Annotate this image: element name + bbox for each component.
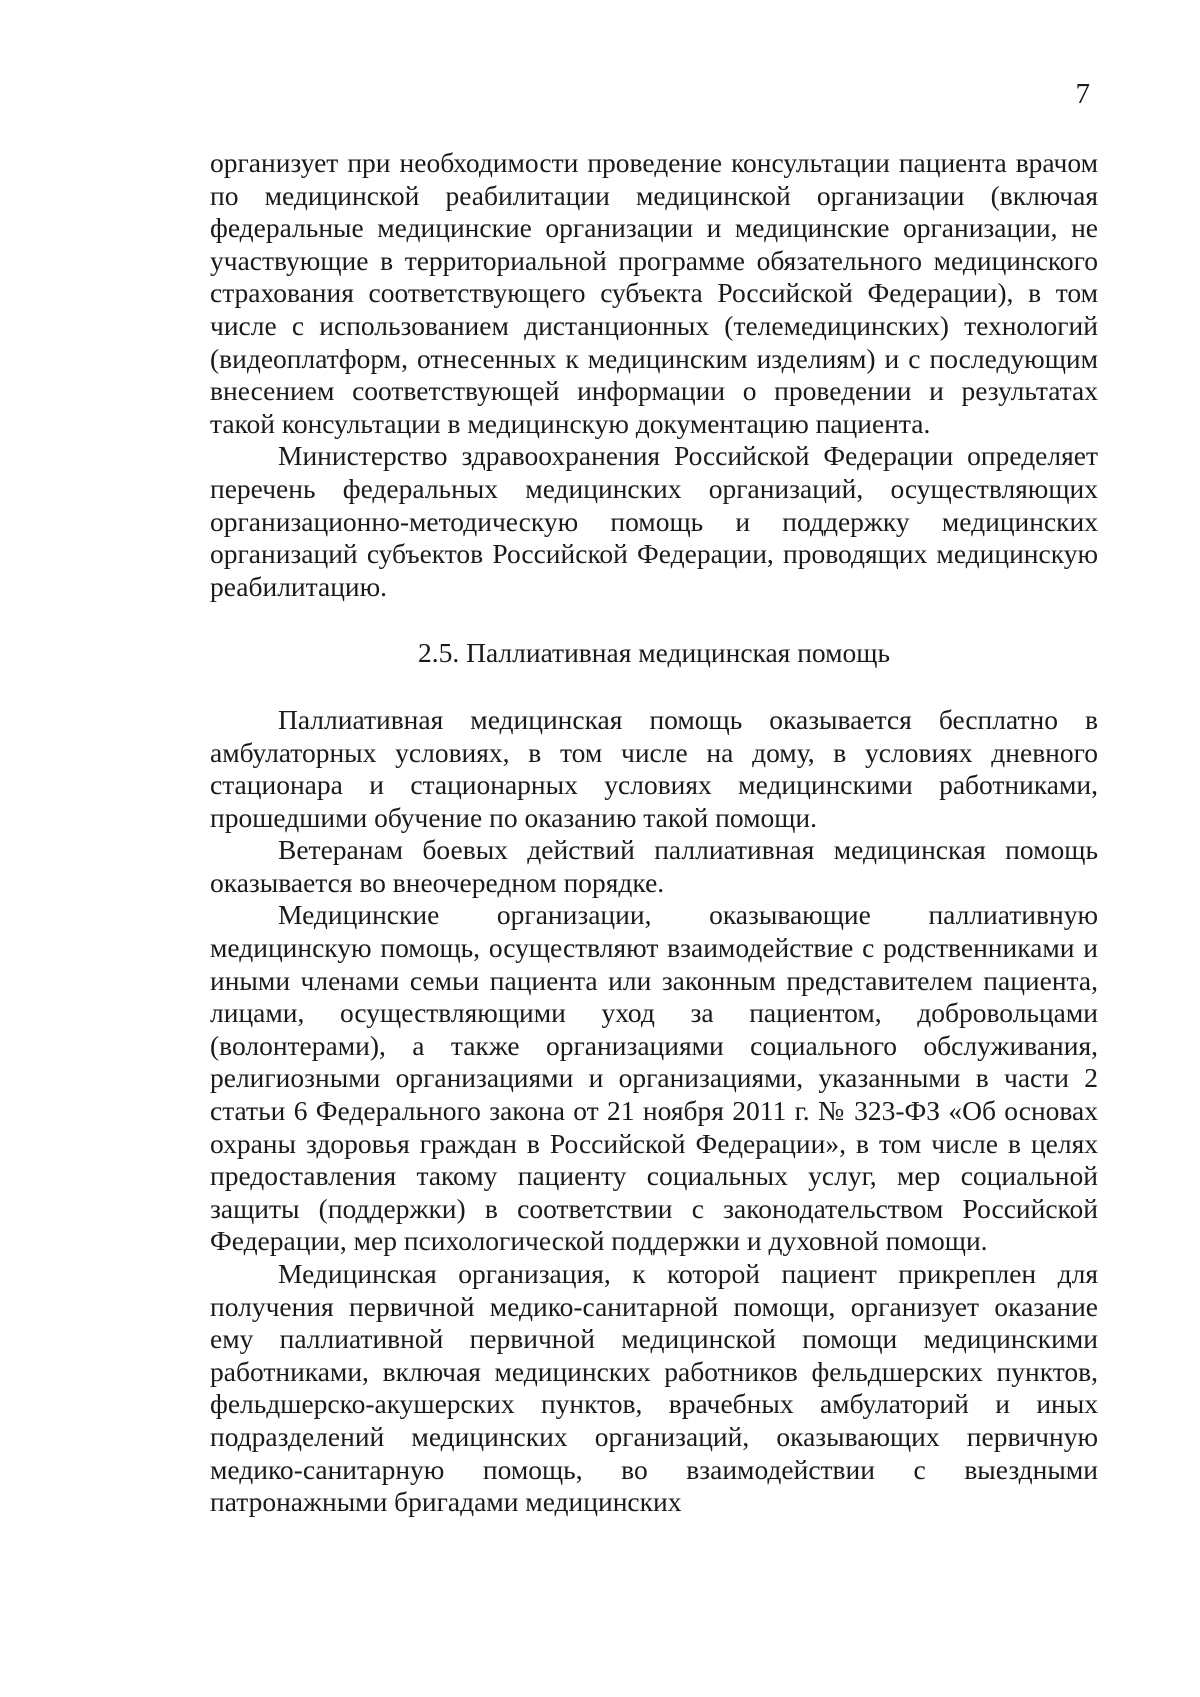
paragraph-palliative-free: Паллиативная медицинская помощь оказывается бесплатно в амбулаторных условиях, в том числе на дому, в условиях дневного стационара и стационарных условиях медицинскими работниками, прошедшими обучение по оказанию такой помощи.: [210, 703, 1098, 833]
section-heading: 2.5. Паллиативная медицинская помощь: [417, 637, 891, 669]
paragraph-interaction: Медицинские организации, оказывающие паллиативную медицинскую помощь, осуществляют взаимодействие с родственниками и иными членами семьи пациента или законным представителем пациента, лицами, осуществляющими уход за пациентом, добровольцами (волонтерами), а также организациями социального обслуживания, религиозными организациями и организациями, указанными в части 2 статьи 6 Федерального закона от 21 ноября 2011 г. № 323-ФЗ «Об основах охраны здоровья граждан в Российской Федерации», в том числе в целях предоставления такому пациенту социальных услуг, мер социальной защиты (поддержки) в соответствии с законодательством Российской Федерации, мер психологической поддержки и духовной помощи.: [210, 899, 1098, 1257]
paragraph-ministry-list: Министерство здравоохранения Российской Федерации определяет перечень федеральных медицинских организаций, осуществляющих организационно-методическую помощь и поддержку медицинских организаций субъектов Российской Федерации, проводящих медицинскую реабилитацию.: [210, 440, 1098, 602]
page-number: 7: [1075, 78, 1090, 110]
paragraph-consultation-continued: организует при необходимости проведение консультации пациента врачом по медицинской реабилитации медицинской организации (включая федеральные медицинские организации и медицинские организации, не участвующие в территориальной программе обязательного медицинского страхования соответствующего субъекта Российской Федерации), в том числе с использованием дистанционных (телемедицинских) технологий (видеоплатформ, отнесенных к медицинским изделиям) и с последующим внесением соответствующей информации о проведении и результатах такой консультации в медицинскую документацию пациента.: [210, 147, 1098, 439]
paragraph-veterans: Ветеранам боевых действий паллиативная медицинская помощь оказывается во внеочередном порядке.: [210, 834, 1098, 898]
document-body: [210, 147, 1098, 1519]
paragraph-attached-organization: Медицинская организация, к которой пациент прикреплен для получения первичной медико-санитарной помощи, организует оказание ему паллиативной первичной медицинской помощи медицинскими работниками, включая медицинских работников фельдшерских пунктов, фельдшерско-акушерских пунктов, врачебных амбулаторий и иных подразделений медицинских организаций, оказывающих первичную медико-санитарную помощь, во взаимодействии с выездными патронажными бригадами медицинских: [210, 1258, 1098, 1518]
